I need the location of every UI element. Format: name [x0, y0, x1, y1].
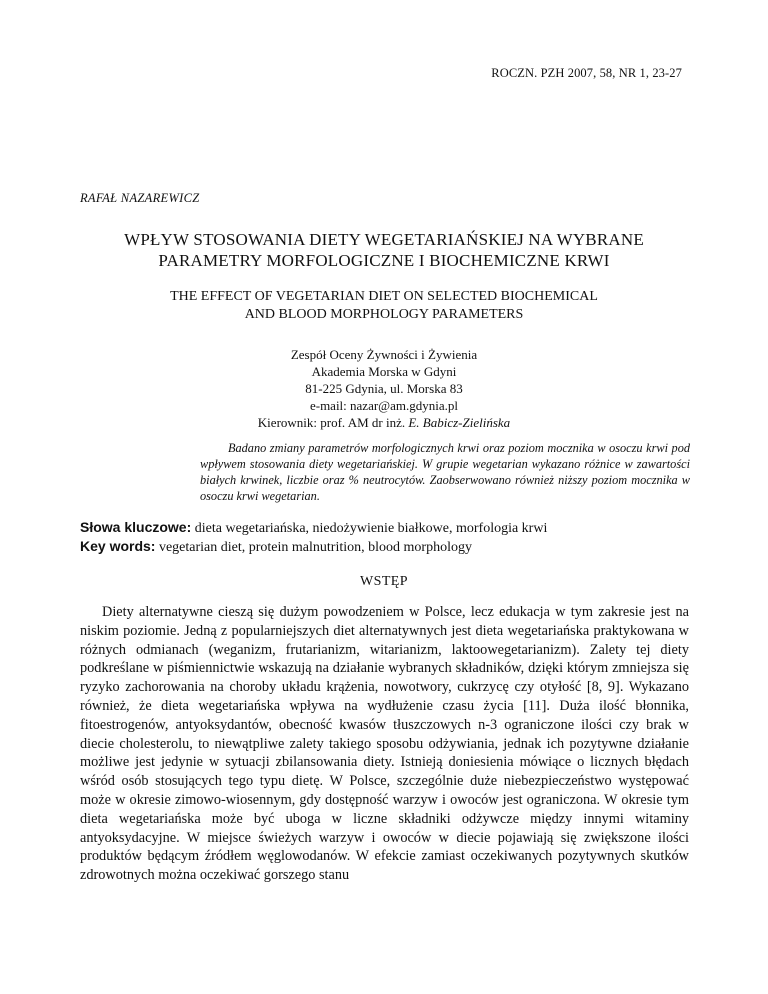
keywords-english-label: Key words:: [80, 538, 156, 554]
keywords-english: [80, 537, 472, 557]
affiliation-address: 81-225 Gdynia, ul. Morska 83: [305, 381, 463, 396]
body-paragraph: Diety alternatywne cieszą się dużym powodzeniem w Polsce, lecz edukacja w tym zakresie jest na niskim poziomie. Jedną z popularniejszych diet alternatywnych jest dieta wegetariańska praktykowana w różnych odmianach (weganizm, frutarianizm, witarianizm, laktoowegetarianizm). Zalety tej diety podkreślane w piśmiennictwie wskazują na działanie wybranych składników, dzięki którym zmniejsza się ryzyko zachorowania na choroby układu krążenia, nowotwory, cukrzycę czy otyłość [8, 9]. Wykazano również, że dieta wegetariańska wpływa na wydłużenie czasu życia [11]. Duża ilość błonnika, fitoestrogenów, antyoksydantów, obecność kwasów tłuszczowych n-3 ograniczone ilości czy brak w diecie cholesterolu, to niewątpliwe zalety takiego sposobu odżywiania, jednak ich pozytywne działanie możliwe jest jedynie w sytuacji zbilansowania diety. Istnieją doniesienia mówiące o licznych błędach wśród osób stosujących tego typu dietę. W Polsce, szczególnie duże niebezpieczeństwo występować może w okresie zimowo-wiosennym, gdy dostępność warzyw i owoców jest ograniczona. W okresie tym dieta wegetariańska może być uboga w liczne składniki odżywcze między innymi witaminy antyoksydacyjne. W miejsce świeżych warzyw i owoców w diecie pojawiają się zwiększone ilości produktów będącym źródłem węglowodanów. W efekcie zamiast oczekiwanych pozytywnych skutków zdrowotnych można oczekiwać gorszego stanu: [80, 604, 689, 884]
affiliation-block: [0, 346, 768, 431]
affiliation-email: e-mail: nazar@am.gdynia.pl: [309, 398, 459, 413]
abstract-text: Badano zmiany parametrów morfologicznych krwi oraz poziom mocznika w osoczu krwi pod wpływem stosowania diety wegetariańskiej. W grupie wegetarian wykazano różnice w zawartości białych krwinek, liczbie oraz % neutrocytów. Zaobserwowano również niższy poziom mocznika w osoczu krwi wegetarian.: [200, 441, 690, 503]
supervisor-prefix: Kierownik: prof. AM dr inż.: [257, 415, 406, 430]
affiliation-unit: Zespół Oceny Żywności i Żywienia: [290, 347, 478, 362]
supervisor-name: E. Babicz-Zielińska: [408, 415, 511, 430]
section-heading: WSTĘP: [360, 574, 408, 589]
keywords-polish: [80, 518, 547, 538]
keywords-english-values: vegetarian diet, protein malnutrition, blood morphology: [158, 540, 472, 555]
affiliation-supervisor: [0, 414, 768, 431]
title-polish-line-2: PARAMETRY MORFOLOGICZNE I BIOCHEMICZNE KRWI: [158, 251, 610, 270]
title-polish: [0, 229, 768, 271]
title-english-line-2: AND BLOOD MORPHOLOGY PARAMETERS: [244, 307, 524, 322]
keywords-polish-values: dieta wegetariańska, niedożywienie białkowe, morfologia krwi: [194, 521, 548, 536]
affiliation-institution: Akademia Morska w Gdyni: [311, 364, 457, 379]
keywords-polish-label: Słowa kluczowe:: [80, 519, 192, 535]
title-polish-line-1: WPŁYW STOSOWANIA DIETY WEGETARIAŃSKIEJ NA WYBRANE: [124, 230, 644, 249]
title-english: [0, 288, 768, 324]
author-name: RAFAŁ NAZAREWICZ: [80, 191, 200, 205]
journal-reference: ROCZN. PZH 2007, 58, NR 1, 23-27: [491, 66, 682, 80]
title-english-line-1: THE EFFECT OF VEGETARIAN DIET ON SELECTED BIOCHEMICAL: [170, 289, 598, 304]
